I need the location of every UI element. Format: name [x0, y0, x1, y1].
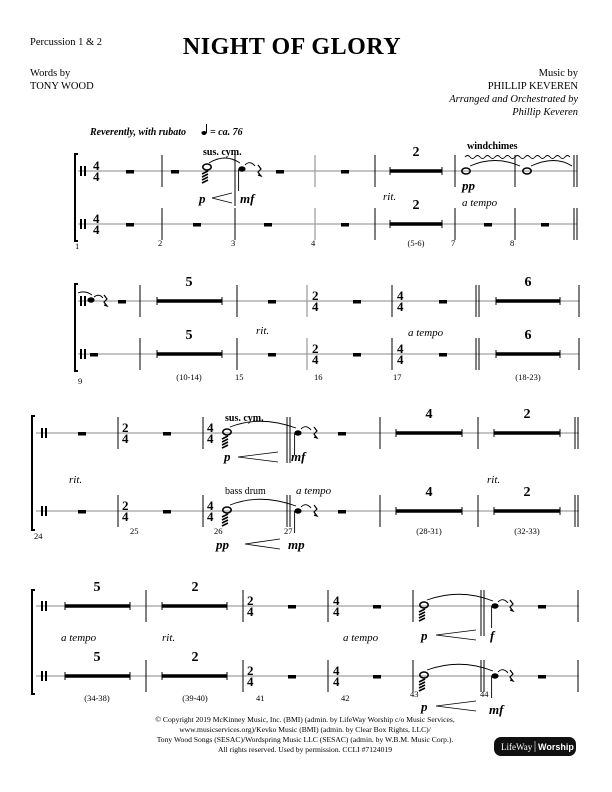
score-text: 4 — [425, 407, 433, 422]
direction-text: rit. — [383, 191, 397, 203]
score-text: 4 — [207, 420, 214, 435]
dynamic-marking: pp — [462, 178, 475, 193]
score-text: 43 — [410, 689, 419, 699]
lifeway-worship-logo — [494, 737, 576, 756]
arranger: Phillip Keveren — [512, 107, 578, 118]
staff-percussion-1 — [78, 145, 577, 206]
arranged-label: Arranged and Orchestrated by — [449, 94, 578, 105]
score-text: 5 — [93, 580, 101, 595]
score-text: 4 — [122, 509, 129, 524]
score-text: 25 — [130, 526, 139, 536]
score-text: 4 — [397, 288, 404, 303]
score-text: rit. — [487, 474, 501, 486]
score-text: 24 — [34, 531, 43, 541]
score-text: 4 — [397, 352, 404, 367]
lyricist: TONY WOOD — [30, 81, 94, 92]
score-text: 9 — [78, 376, 83, 386]
crescendo-hairpin — [212, 193, 232, 203]
score-text: (28-31) — [416, 526, 442, 536]
score-text: 2 — [412, 198, 420, 213]
score-text: mp — [288, 537, 305, 552]
tempo-marking: Reverently, with rubato — [90, 127, 187, 138]
score-text: 26 — [214, 526, 223, 536]
score-text: 4 — [397, 299, 404, 314]
score-text: 44 — [480, 689, 489, 699]
score-text: 2 — [523, 485, 531, 500]
score-text: 6 — [524, 275, 532, 290]
dynamic-marking: p — [199, 191, 206, 206]
words-label: Words by — [30, 68, 71, 79]
system-2 — [75, 275, 579, 386]
dynamic-marking: mf — [240, 191, 255, 206]
score-text: 4 — [333, 604, 340, 619]
score-text: 4 — [397, 341, 404, 356]
score-text: rit. — [69, 474, 83, 486]
system-bracket — [75, 154, 78, 241]
score-text: pp — [216, 537, 229, 552]
measure-number: 3 — [231, 238, 236, 248]
score-text: Worship — [538, 742, 574, 752]
score-text: 17 — [393, 372, 402, 382]
score-text: www.musicservices.org)/Kevko Music (BMI) (admin. by Clear Box Rights, LLC)/ — [179, 725, 431, 734]
measure-number: 1 — [75, 241, 80, 251]
score-text: bass drum — [225, 486, 266, 497]
measure-number: 4 — [311, 238, 316, 248]
score-text: 41 — [256, 693, 265, 703]
score-text: a tempo — [61, 632, 97, 644]
score-text: 27 — [284, 526, 293, 536]
score-text: 5 — [93, 650, 101, 665]
score-text: 4 — [93, 222, 100, 237]
score-text: 4 — [425, 485, 433, 500]
direction-text: a tempo — [462, 197, 498, 209]
score-text: 2 — [247, 593, 254, 608]
score-text: 16 — [314, 372, 323, 382]
quarter-note-icon — [201, 124, 206, 135]
score-text: 6 — [524, 328, 532, 343]
score-text: p — [421, 699, 428, 714]
score-text: 5 — [185, 328, 193, 343]
system-1 — [75, 141, 577, 251]
system-3 — [32, 407, 579, 552]
score-text: rit. — [162, 632, 176, 644]
score-text: 4 — [122, 431, 129, 446]
system-4 — [32, 580, 579, 717]
score-text: (34-38) — [84, 693, 110, 703]
score-text: mf — [489, 702, 504, 717]
score-text: f — [490, 628, 495, 643]
score-text: rit. — [256, 325, 270, 337]
music-label: Music by — [538, 68, 578, 79]
metronome-mark: = ca. 76 — [210, 127, 243, 138]
score-text: 2 — [523, 407, 531, 422]
part-name: Percussion 1 & 2 — [30, 37, 103, 48]
score-text: © Copyright 2019 McKinney Music, Inc. (BMI) (admin. by LifeWay Worship c/o Music Services, — [155, 715, 455, 724]
score-text: 4 — [247, 604, 254, 619]
score-text: a tempo — [343, 632, 379, 644]
measure-number: (5-6) — [407, 238, 425, 248]
score-text: 4 — [207, 498, 214, 513]
measure-number: 2 — [158, 238, 163, 248]
score-text: 4 — [93, 211, 100, 226]
score-text: 4 — [207, 431, 214, 446]
score-text: p — [421, 628, 428, 643]
composer: PHILLIP KEVEREN — [487, 81, 578, 92]
copyright-notice — [155, 715, 455, 754]
score-text: 5 — [185, 275, 193, 290]
score-text: 4 — [312, 299, 319, 314]
score-text: 2 — [247, 663, 254, 678]
score-text: 2 — [191, 650, 199, 665]
score-text: a tempo — [408, 327, 444, 339]
score-text: 4 — [312, 352, 319, 367]
score-text: 2 — [312, 341, 319, 356]
measure-number: 8 — [510, 238, 515, 248]
score-text: sus. cym. — [225, 413, 264, 424]
score-text: 2 — [312, 288, 319, 303]
score-text: (18-23) — [515, 372, 541, 382]
tremolo-wavy-line — [465, 156, 570, 159]
score-text: (10-14) — [176, 372, 202, 382]
instrument-label: sus. cym. — [203, 147, 242, 158]
instrument-label: windchimes — [467, 141, 518, 152]
score-text: mf — [291, 449, 306, 464]
score-text: LifeWay — [501, 742, 533, 752]
score-text: 2 — [122, 498, 129, 513]
score-text: 4 — [207, 509, 214, 524]
score-text: 2 — [122, 420, 129, 435]
score-text: 4 — [333, 674, 340, 689]
score-text: Tony Wood Songs (SESAC)/Wordspring Music LLC (SESAC) (admin. by W.B.M. Music Corp.). — [156, 735, 454, 744]
score-text: a tempo — [296, 485, 332, 497]
measure-number: 7 — [451, 238, 456, 248]
score-text: 42 — [341, 693, 350, 703]
staff-percussion-2 — [78, 198, 577, 240]
score-text: (32-33) — [514, 526, 540, 536]
score-text: 2 — [191, 580, 199, 595]
score-text: All rights reserved. Used by permission. CCLI #7124019 — [217, 745, 393, 754]
page-title: NIGHT OF GLORY — [182, 34, 402, 60]
score-text: 4 — [333, 593, 340, 608]
score-text: 4 — [247, 674, 254, 689]
time-sig-bottom: 4 — [93, 169, 100, 184]
score-text: 4 — [333, 663, 340, 678]
multirest-count: 2 — [412, 145, 420, 160]
score-text: (39-40) — [182, 693, 208, 703]
score-text: p — [224, 449, 231, 464]
score-text: 15 — [235, 372, 244, 382]
time-sig-top: 4 — [93, 158, 100, 173]
